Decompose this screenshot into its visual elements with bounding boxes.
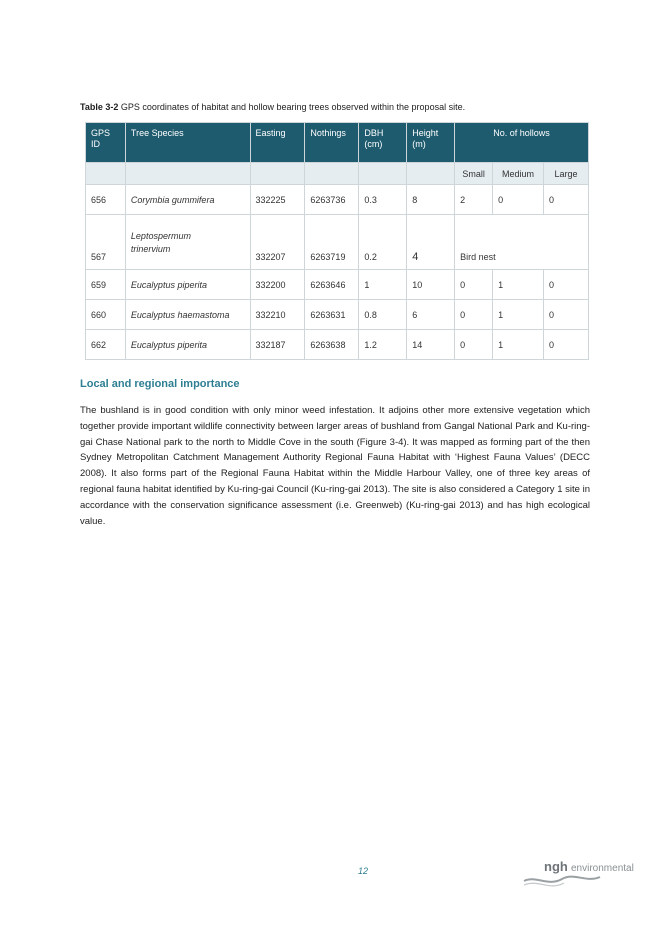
cell-easting: 332210 xyxy=(250,300,305,330)
header-small: Small xyxy=(455,163,493,185)
body-paragraph: The bushland is in good condition with only minor weed infestation. It adjoins other more extensive vegetation which together provide important wildlife connectivity between larger areas of bushland from Gangal National Park and Ku-ring-gai Chase National park to the north to Middle Cove in the south (Figure 3-4). It was mapped as forming part of the then Sydney Metropolitan Catchment Management Authority Regional Fauna Habitat with ‘Highest Fauna Values’ (DECC 2008). It also forms part of the Regional Fauna Habitat within the Middle Harbour Valley, one of three key areas of regional fauna habitat identified by Ku-ring-gai Council (Ku-ring-gai 2013). The site is also considered a Category 1 site in accordance with the conservation significance assessment (i.e. Greenweb) (Ku-ring-gai 2013) and has high ecological value. xyxy=(80,405,590,527)
cell-large: 0 xyxy=(544,270,589,300)
cell-small: 2 xyxy=(455,185,493,215)
cell-northing: 6263638 xyxy=(305,330,359,360)
cell-species: Corymbia gummifera xyxy=(125,185,250,215)
logo-swoosh-icon xyxy=(522,857,634,891)
table-subheader-row xyxy=(86,163,589,185)
cell-species: Eucalyptus piperita xyxy=(125,330,250,360)
cell-gps-id: 659 xyxy=(86,270,126,300)
cell-species: Eucalyptus haemastoma xyxy=(125,300,250,330)
cell-northing: 6263646 xyxy=(305,270,359,300)
header-large: Large xyxy=(544,163,589,185)
cell-gps-id: 662 xyxy=(86,330,126,360)
cell-dbh: 1.2 xyxy=(359,330,407,360)
table-row xyxy=(86,300,589,330)
table-row xyxy=(86,185,589,215)
table-caption-label: Table 3-2 xyxy=(80,102,119,112)
cell-large: 0 xyxy=(544,330,589,360)
cell-species-line-2: trinervium xyxy=(130,243,171,254)
table-caption xyxy=(80,102,590,112)
cell-northing: 6263719 xyxy=(305,215,359,270)
cell-small: 0 xyxy=(455,300,493,330)
cell-medium: 1 xyxy=(493,300,544,330)
cell-height: 4 xyxy=(407,215,455,270)
cell-easting: 332187 xyxy=(250,330,305,360)
cell-easting: 332207 xyxy=(250,215,305,270)
cell-gps-id: 660 xyxy=(86,300,126,330)
cell-medium: 0 xyxy=(493,185,544,215)
table-row xyxy=(86,270,589,300)
cell-species-line-1: Leptospermum xyxy=(130,230,191,241)
header-nothings: Nothings xyxy=(305,123,359,163)
cell-northing: 6263631 xyxy=(305,300,359,330)
page-number: 12 xyxy=(358,866,369,876)
header-no-of-hollows: No. of hollows xyxy=(455,123,589,163)
cell-height: 8 xyxy=(407,185,455,215)
cell-dbh: 0.2 xyxy=(359,215,407,270)
table-caption-text: GPS coordinates of habitat and hollow bearing trees observed within the proposal site. xyxy=(120,102,466,112)
table-header-row xyxy=(86,123,589,163)
cell-large: 0 xyxy=(544,185,589,215)
header-gps-id: GPS ID xyxy=(86,123,126,163)
section-heading: Local and regional importance xyxy=(80,378,240,390)
cell-easting: 332225 xyxy=(250,185,305,215)
cell-medium: 1 xyxy=(493,270,544,300)
logo-bold-text: ngh xyxy=(544,859,568,874)
cell-medium: 1 xyxy=(493,330,544,360)
cell-northing: 6263736 xyxy=(305,185,359,215)
cell-height: 10 xyxy=(407,270,455,300)
header-tree-species: Tree Species xyxy=(125,123,250,163)
cell-height: 14 xyxy=(407,330,455,360)
cell-dbh: 0.3 xyxy=(359,185,407,215)
cell-small: 0 xyxy=(455,330,493,360)
logo-text: environmental xyxy=(571,863,634,874)
cell-large: 0 xyxy=(544,300,589,330)
cell-small: 0 xyxy=(455,270,493,300)
cell-dbh: 1 xyxy=(359,270,407,300)
cell-gps-id: 656 xyxy=(86,185,126,215)
header-dbh: DBH (cm) xyxy=(359,123,407,163)
table-row xyxy=(86,215,589,270)
cell-easting: 332200 xyxy=(250,270,305,300)
table-row xyxy=(86,330,589,360)
ngh-environmental-logo xyxy=(522,857,634,891)
cell-height: 6 xyxy=(407,300,455,330)
cell-dbh: 0.8 xyxy=(359,300,407,330)
cell-gps-id: 567 xyxy=(86,215,126,270)
cell-species xyxy=(125,215,250,270)
cell-species: Eucalyptus piperita xyxy=(125,270,250,300)
header-easting: Easting xyxy=(250,123,305,163)
header-height: Height (m) xyxy=(407,123,455,163)
gps-coordinates-table xyxy=(85,122,589,360)
cell-note: Bird nest xyxy=(455,215,589,270)
header-medium: Medium xyxy=(493,163,544,185)
